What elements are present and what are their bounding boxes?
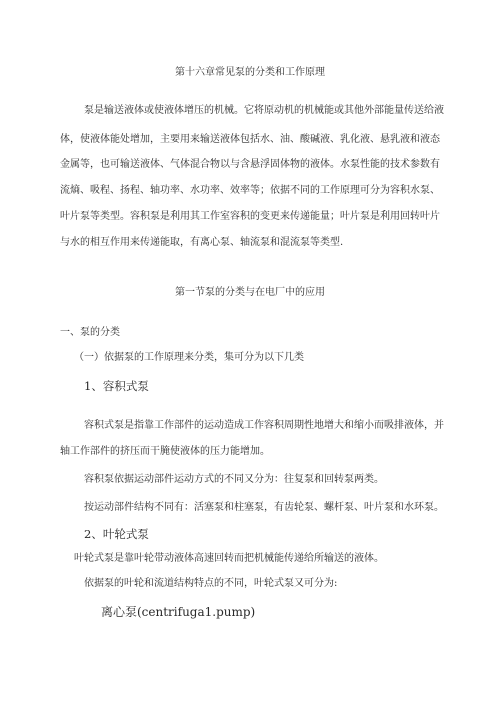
intro-line-6: 与水的相互作用来传递能取，有离心泵、轴流泵和混流泵等类型. [60, 237, 344, 248]
intro-line-1: 泵是输送液体或使液体增压的机械。它将原动机的机械能或其他外部能量传送给液 [84, 105, 444, 116]
section-title: 第一节泵的分类与在电厂中的应用 [175, 287, 325, 298]
intro-line-4: 流熵、吸程、扬程、轴功率、水功率、效率等；依据不同的工作原理可分为容积水泵、 [60, 185, 440, 196]
paragraph-1-line-1: 容积式泵是指靠工作部件的运动造成工作容积周期性地增大和缩小而吸排液体，并 [84, 420, 444, 431]
intro-line-5: 叶片泵等类型。容积泵是利用其工作室容积的变更来传递能量；叶片泵是利用回转叶片 [60, 211, 440, 222]
chapter-title: 第十六章常见泵的分类和工作原理 [175, 67, 325, 78]
paragraph-2: 容积泵依据运动部件运动方式的不同又分为：往复泵和回转泵两类。 [84, 474, 384, 485]
heading-impeller-pump: 2、叶轮式泵 [84, 527, 149, 541]
subsection-heading: （一）依据泵的工作原理来分类，集可分为以下几类 [74, 352, 304, 363]
heading-volumetric-pump: 1、容积式泵 [84, 379, 149, 393]
paragraph-5: 依据泵的叶轮和流道结构特点的不同，叶轮式泵又可分为: [84, 578, 338, 589]
intro-line-3: 金属等，也可输送液体、气体混合物以与含悬浮固体物的液体。水泵性能的技术参数有 [60, 159, 440, 170]
paragraph-3: 按运动部件结构不同有：活塞泵和柱塞泵，有齿轮泵、螺杆泵、叶片泵和水环泵。 [84, 502, 444, 513]
part-heading: 一、泵的分类 [60, 327, 120, 338]
paragraph-4: 叶轮式泵是靠叶轮带动液体高速回转而把机械能传递给所输送的液体。 [74, 553, 384, 564]
paragraph-6: 离心泵(centrifuga1.pump) [101, 605, 256, 619]
paragraph-1-line-2: 轴工作部件的挤压而干腌使液体的压力能增加。 [60, 446, 270, 457]
intro-line-2: 体，使液体能处增加，主要用来输送液体包括水、油、酸碱液、乳化液、悬乳液和液态 [60, 134, 440, 145]
